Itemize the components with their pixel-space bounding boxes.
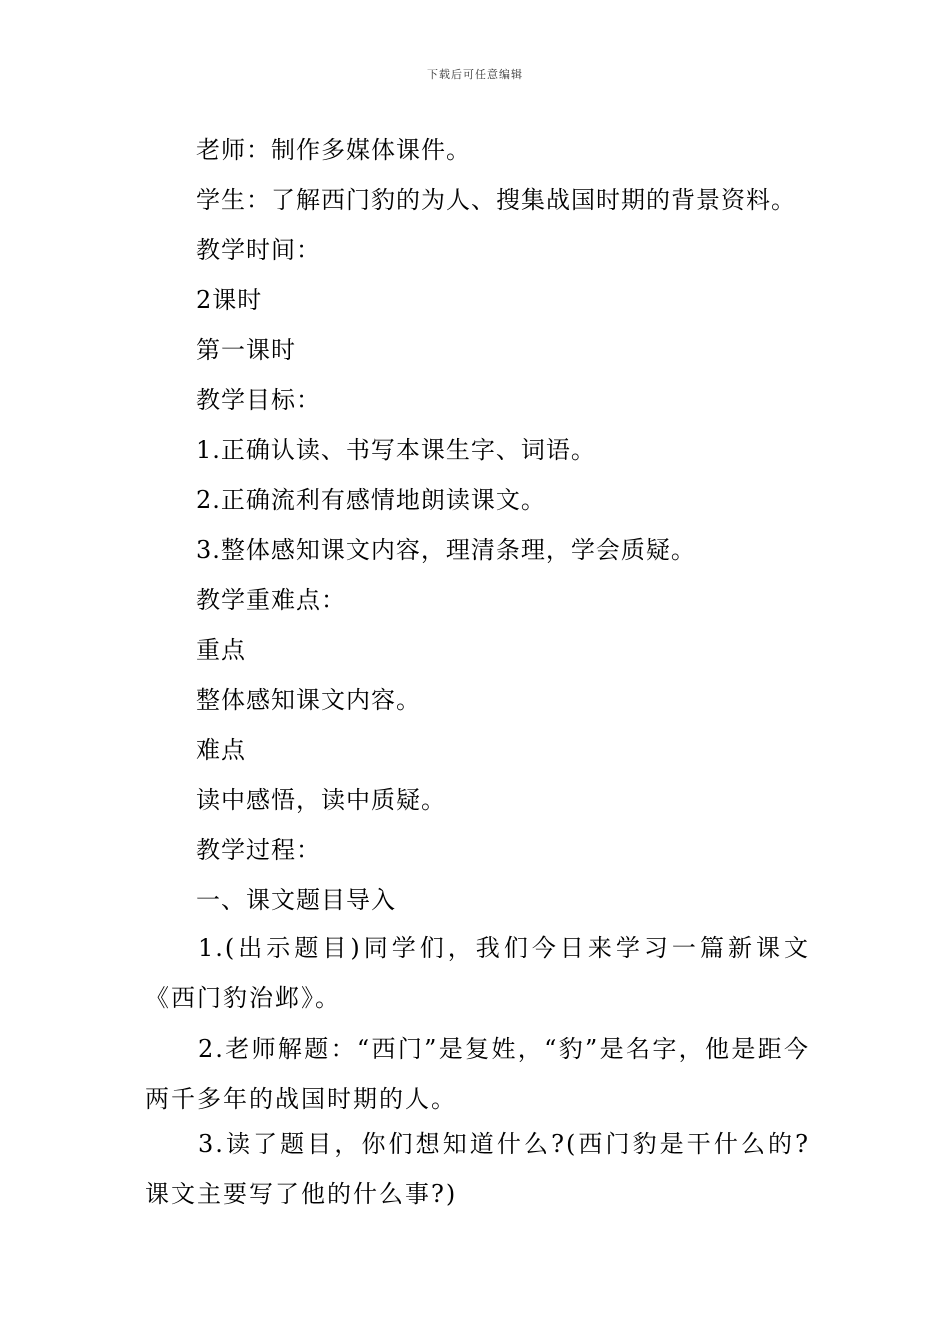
text-line-difficulty-label: 难点	[196, 736, 246, 764]
text-line-difficulty: 读中感悟，读中质疑。	[196, 786, 446, 814]
text-line-materials-student: 学生：了解西门豹的为人、搜集战国时期的背景资料。	[196, 186, 796, 214]
paragraph-step-3: 3.读了题目，你们想知道什么?(西门豹是干什么的?课文主要写了他的什么事?)	[145, 1130, 810, 1208]
header-note: 下载后可任意编辑	[427, 68, 523, 81]
text-line-objective-3: 3.整体感知课文内容，理清条理，学会质疑。	[196, 536, 696, 564]
text-line-teaching-time: 2课时	[196, 286, 263, 314]
text-line-objectives-heading: 教学目标：	[196, 386, 321, 414]
text-line-key-point-label: 重点	[196, 636, 246, 664]
text-line-objective-1: 1.正确认读、书写本课生字、词语。	[196, 436, 596, 464]
text-line-objective-2: 2.正确流利有感情地朗读课文。	[196, 486, 546, 514]
text-line-process-heading: 教学过程：	[196, 836, 321, 864]
paragraph-step-1: 1.(出示题目)同学们，我们今日来学习一篇新课文《西门豹治邺》。	[145, 934, 810, 1012]
text-line-teaching-time-heading: 教学时间：	[196, 236, 321, 264]
paragraph-step-2: 2.老师解题：“西门”是复姓，“豹”是名字，他是距今两千多年的战国时期的人。	[145, 1035, 810, 1113]
text-line-key-points-heading: 教学重难点：	[196, 586, 346, 614]
text-line-key-point: 整体感知课文内容。	[196, 686, 421, 714]
text-line-materials-teacher: 老师：制作多媒体课件。	[196, 136, 471, 164]
text-line-section-1-heading: 一、课文题目导入	[196, 886, 396, 914]
text-line-first-lesson: 第一课时	[196, 336, 296, 364]
